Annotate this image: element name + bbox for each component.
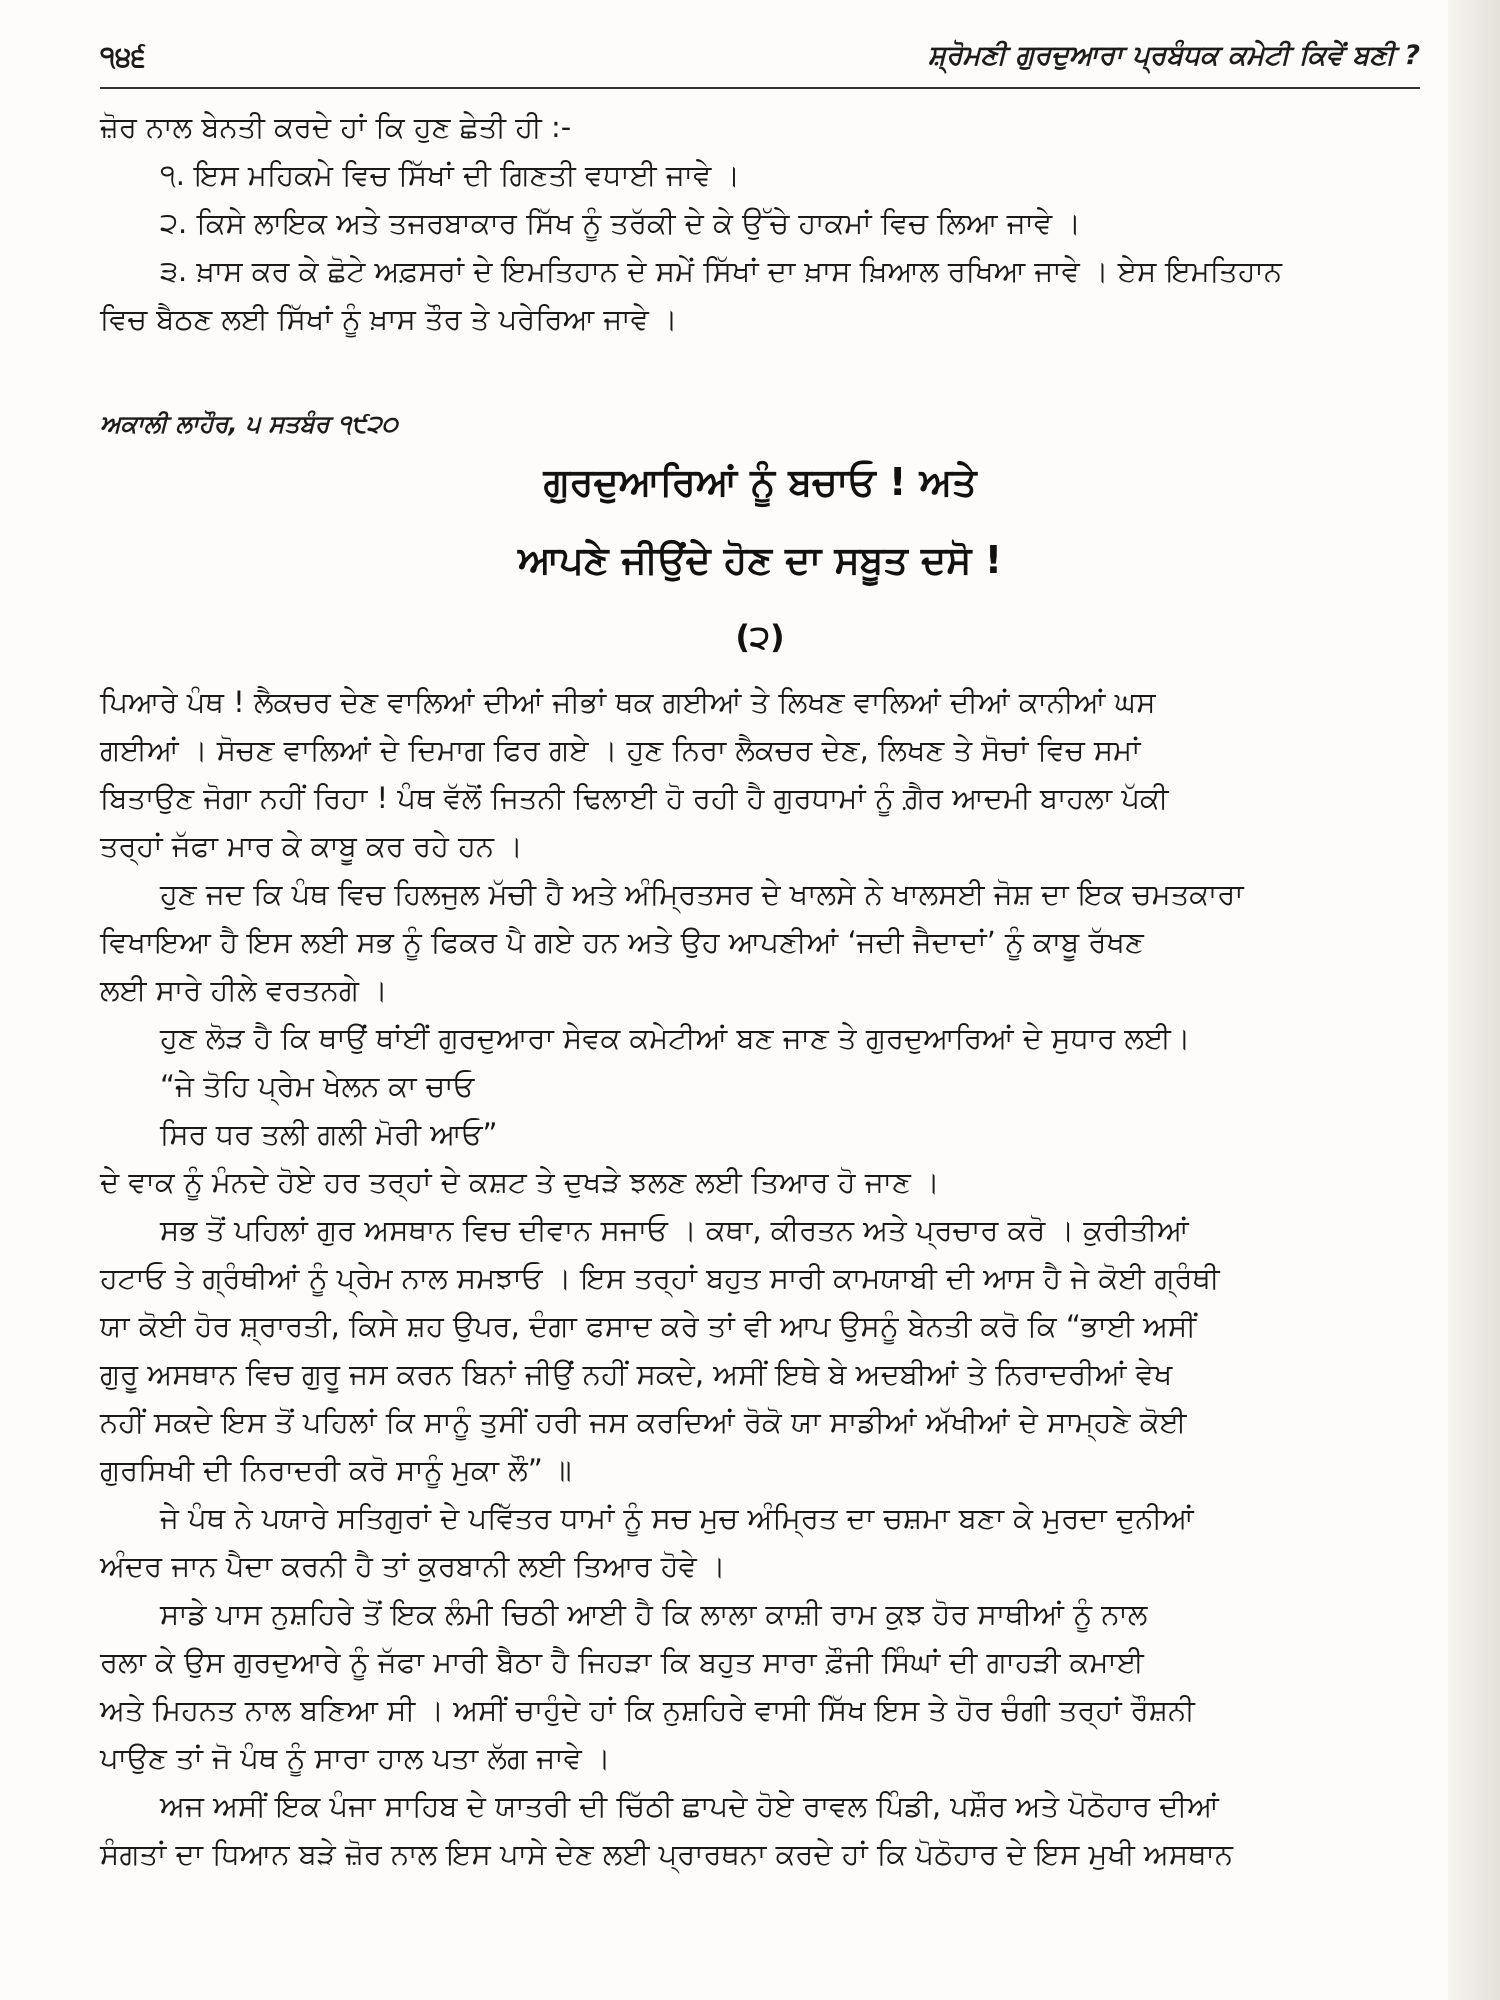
paragraph-line: ਹੁਣ ਲੋੜ ਹੈ ਕਿ ਥਾਉਂ ਥਾਂਈਂ ਗੁਰਦੁਆਰਾ ਸੇਵਕ ਕਮੇਟੀਆਂ ਬਣ ਜਾਣ ਤੇ ਗੁਰਦੁਆਰਿਆਂ ਦੇ ਸੁਧਾਰ ਲਈ।: [160, 1021, 1191, 1055]
paragraph-line: ਗੁਰਸਿਖੀ ਦੀ ਨਿਰਾਦਰੀ ਕਰੋ ਸਾਨੂੰ ਮੁਕਾ ਲੌ” ॥: [100, 1453, 572, 1487]
paragraph-7: [100, 1590, 1420, 1782]
paragraph-6: [100, 1494, 1420, 1590]
quote-block: [100, 1062, 1420, 1158]
paragraph-line: ਅੰਦਰ ਜਾਨ ਪੈਦਾ ਕਰਨੀ ਹੈ ਤਾਂ ਕੁਰਬਾਨੀ ਲਈ ਤਿਆਰ ਹੋਵੇ ।: [100, 1549, 726, 1583]
paragraph-line: ਸਭ ਤੋਂ ਪਹਿਲਾਂ ਗੁਰ ਅਸਥਾਨ ਵਿਚ ਦੀਵਾਨ ਸਜਾਓ । ਕਥਾ, ਕੀਰਤਨ ਅਤੇ ਪ੍ਰਚਾਰ ਕਰੋ । ਕੁਰੀਤੀਆਂ: [160, 1213, 1189, 1247]
paragraph-2: [100, 870, 1420, 1014]
running-title: ਸ਼੍ਰੋਮਣੀ ਗੁਰਦੁਆਰਾ ਪ੍ਰਬੰਧਕ ਕਮੇਟੀ ਕਿਵੇਂ ਬਣੀ ?: [927, 40, 1420, 71]
paragraph-line: ਰਲਾ ਕੇ ਉਸ ਗੁਰਦੁਆਰੇ ਨੂੰ ਜੱਫਾ ਮਾਰੀ ਬੈਠਾ ਹੈ ਜਿਹੜਾ ਕਿ ਬਹੁਤ ਸਾਰਾ ਫ਼ੌਜੀ ਸਿੰਘਾਂ ਦੀ ਗਾਹੜੀ ਕਮਾਈ: [100, 1645, 1144, 1679]
intro-line: ਜ਼ੋਰ ਨਾਲ ਬੇਨਤੀ ਕਰਦੇ ਹਾਂ ਕਿ ਹੁਣ ਛੇਤੀ ਹੀ :-: [100, 110, 572, 144]
paragraph-line: ਯਾ ਕੋਈ ਹੋਰ ਸ਼੍ਰਾਰਤੀ, ਕਿਸੇ ਸ਼ਹ ਉਪਰ, ਦੰਗਾ ਫਸਾਦ ਕਰੇ ਤਾਂ ਵੀ ਆਪ ਉਸਨੂੰ ਬੇਨਤੀ ਕਰੋ ਕਿ “ਭਾਈ ਅਸੀਂ: [100, 1309, 1197, 1343]
source-line: ਅਕਾਲੀ ਲਾਹੌਰ, ੫ ਸਤਬੰਰ ੧੯੨੦: [100, 410, 398, 438]
quote-line: “ਜੇ ਤੋਹਿ ਪ੍ਰੇਮ ਖੇਲਨ ਕਾ ਚਾਓ: [160, 1069, 475, 1103]
paragraph-line: ਸਾਡੇ ਪਾਸ ਨੁਸ਼ਹਿਰੇ ਤੋਂ ਇਕ ਲੰਮੀ ਚਿਠੀ ਆਈ ਹੈ ਕਿ ਲਾਲਾ ਕਾਸ਼ੀ ਰਾਮ ਕੁਝ ਹੋਰ ਸਾਥੀਆਂ ਨੂੰ ਨਾਲ: [160, 1597, 1148, 1631]
paragraph-line: ਤਰ੍ਹਾਂ ਜੱਫਾ ਮਾਰ ਕੇ ਕਾਬੂ ਕਰ ਰਹੇ ਹਨ ।: [100, 829, 523, 863]
paragraph-line: ਲਈ ਸਾਰੇ ਹੀਲੇ ਵਰਤਨਗੇ ।: [100, 973, 388, 1007]
paragraph-line: ਨਹੀਂ ਸਕਦੇ ਇਸ ਤੋਂ ਪਹਿਲਾਂ ਕਿ ਸਾਨੂੰ ਤੁਸੀਂ ਹਰੀ ਜਸ ਕਰਦਿਆਂ ਰੋਕੋ ਯਾ ਸਾਡੀਆਂ ਅੱਖੀਆਂ ਦੇ ਸਾਮ੍ਹਣੇ ਕੋਈ: [100, 1405, 1187, 1439]
paragraph-line: ਗੁਰੂ ਅਸਥਾਨ ਵਿਚ ਗੁਰੂ ਜਸ ਕਰਨ ਬਿਨਾਂ ਜੀਉਂ ਨਹੀਂ ਸਕਦੇ, ਅਸੀਂ ਇਥੇ ਬੇ ਅਦਬੀਆਂ ਤੇ ਨਿਰਾਦਰੀਆਂ ਵੇਖ: [100, 1357, 1173, 1391]
paragraph-5: [100, 1206, 1420, 1494]
paragraph-1: [100, 678, 1420, 870]
quote-line: ਸਿਰ ਧਰ ਤਲੀ ਗਲੀ ਮੋਰੀ ਆਓ”: [160, 1117, 498, 1151]
paragraph-line: ਬਿਤਾਉਣ ਜੋਗਾ ਨਹੀਂ ਰਿਹਾ ! ਪੰਥ ਵੱਲੋਂ ਜਿਤਨੀ ਢਿਲਾਈ ਹੋ ਰਹੀ ਹੈ ਗੁਰਧਾਮਾਂ ਨੂੰ ਗ਼ੈਰ ਆਦਮੀ ਬਾਹਲਾ ਪੱਕੀ: [100, 781, 1169, 815]
paragraph-line: ਪਾਉਣ ਤਾਂ ਜੋ ਪੰਥ ਨੂੰ ਸਾਰਾ ਹਾਲ ਪਤਾ ਲੱਗ ਜਾਵੇ ।: [100, 1741, 611, 1775]
paragraph-line: ਦੇ ਵਾਕ ਨੂੰ ਮੰਨਦੇ ਹੋਏ ਹਰ ਤਰ੍ਹਾਂ ਦੇ ਕਸ਼ਟ ਤੇ ਦੁਖੜੇ ਝਲਣ ਲਈ ਤਿਆਰ ਹੋ ਜਾਣ ।: [100, 1165, 940, 1199]
list-item-2: ੨. ਕਿਸੇ ਲਾਇਕ ਅਤੇ ਤਜਰਬਾਕਾਰ ਸਿੱਖ ਨੂੰ ਤਰੱਕੀ ਦੇ ਕੇ ਉੱਚੇ ਹਾਕਮਾਂ ਵਿਚ ਲਿਆ ਜਾਵੇ ।: [160, 206, 1081, 240]
article-title-line-2: ਆਪਣੇ ਜੀਉਂਦੇ ਹੋਣ ਦਾ ਸਬੂਤ ਦਸੋ !: [517, 538, 1003, 582]
paragraph-line: ਵਿਖਾਇਆ ਹੈ ਇਸ ਲਈ ਸਭ ਨੂੰ ਫਿਕਰ ਪੈ ਗਏ ਹਨ ਅਤੇ ਉਹ ਆਪਣੀਆਂ ‘ਜਦੀ ਜੈਦਾਦਾਂ’ ਨੂੰ ਕਾਬੂ ਰੱਖਣ: [100, 925, 1144, 959]
article-part-number: (੨): [735, 618, 785, 656]
paragraph-line: ਸੰਗਤਾਂ ਦਾ ਧਿਆਨ ਬੜੇ ਜ਼ੋਰ ਨਾਲ ਇਸ ਪਾਸੇ ਦੇਣ ਲਈ ਪ੍ਰਾਰਥਨਾ ਕਰਦੇ ਹਾਂ ਕਿ ਪੋਠੋਹਾਰ ਦੇ ਇਸ ਮੁਖੀ ਅਸਥਾਨ: [100, 1837, 1233, 1871]
paragraph-line: ਗਈਆਂ । ਸੋਚਣ ਵਾਲਿਆਂ ਦੇ ਦਿਮਾਗ ਫਿਰ ਗਏ । ਹੁਣ ਨਿਰਾ ਲੈਕਚਰ ਦੇਣ, ਲਿਖਣ ਤੇ ਸੋਚਾਂ ਵਿਚ ਸਮਾਂ: [100, 733, 1141, 767]
paragraph-line: ਪਿਆਰੇ ਪੰਥ ! ਲੈਕਚਰ ਦੇਣ ਵਾਲਿਆਂ ਦੀਆਂ ਜੀਭਾਂ ਥਕ ਗਈਆਂ ਤੇ ਲਿਖਣ ਵਾਲਿਆਂ ਦੀਆਂ ਕਾਨੀਆਂ ਘਸ: [100, 685, 1156, 719]
paragraph-line: ਅਤੇ ਮਿਹਨਤ ਨਾਲ ਬਣਿਆ ਸੀ । ਅਸੀਂ ਚਾਹੁੰਦੇ ਹਾਂ ਕਿ ਨੁਸ਼ਹਿਰੇ ਵਾਸੀ ਸਿੱਖ ਇਸ ਤੇ ਹੋਰ ਚੰਗੀ ਤਰ੍ਹਾਂ ਰੌਸ਼ਨੀ: [100, 1693, 1195, 1727]
page-edge-shadow: [1448, 0, 1500, 2000]
paragraph-8: [100, 1782, 1420, 1878]
header-rule: [100, 87, 1420, 89]
article-body: [100, 678, 1420, 1878]
page-header: [100, 30, 1420, 90]
list-item-3-continued: ਵਿਚ ਬੈਠਣ ਲਈ ਸਿੱਖਾਂ ਨੂੰ ਖ਼ਾਸ ਤੌਰ ਤੇ ਪਰੇਰਿਆ ਜਾਵੇ ।: [100, 302, 678, 336]
article-title-line-1: ਗੁਰਦੁਆਰਿਆਂ ਨੂੰ ਬਚਾਓ ! ਅਤੇ: [543, 460, 977, 504]
paragraph-line: ਹਟਾਓ ਤੇ ਗ੍ਰੰਥੀਆਂ ਨੂੰ ਪ੍ਰੇਮ ਨਾਲ ਸਮਝਾਓ । ਇਸ ਤਰ੍ਹਾਂ ਬਹੁਤ ਸਾਰੀ ਕਾਮਯਾਬੀ ਦੀ ਆਸ ਹੈ ਜੇ ਕੋਈ ਗ੍ਰੰਥੀ: [100, 1261, 1220, 1295]
intro-section: [100, 103, 1420, 343]
list-item-1: ੧. ਇਸ ਮਹਿਕਮੇ ਵਿਚ ਸਿੱਖਾਂ ਦੀ ਗਿਣਤੀ ਵਧਾਈ ਜਾਵੇ ।: [160, 158, 740, 192]
paragraph-line: ਅਜ ਅਸੀਂ ਇਕ ਪੰਜਾ ਸਾਹਿਬ ਦੇ ਯਾਤਰੀ ਦੀ ਚਿੱਠੀ ਛਾਪਦੇ ਹੋਏ ਰਾਵਲ ਪਿੰਡੀ, ਪਸ਼ੌਰ ਅਤੇ ਪੋਠੋਹਾਰ ਦੀਆਂ: [160, 1789, 1219, 1823]
paragraph-line: ਹੁਣ ਜਦ ਕਿ ਪੰਥ ਵਿਚ ਹਿਲਜੁਲ ਮੱਚੀ ਹੈ ਅਤੇ ਅੰਮ੍ਰਿਤਸਰ ਦੇ ਖਾਲਸੇ ਨੇ ਖਾਲਸਈ ਜੋਸ਼ ਦਾ ਇਕ ਚਮਤਕਾਰਾ: [160, 877, 1244, 911]
list-item-3: ੩. ਖ਼ਾਸ ਕਰ ਕੇ ਛੋਟੇ ਅਫ਼ਸਰਾਂ ਦੇ ਇਮਤਿਹਾਨ ਦੇ ਸਮੇਂ ਸਿੱਖਾਂ ਦਾ ਖ਼ਾਸ ਖ਼ਿਆਲ ਰਖਿਆ ਜਾਵੇ । ਏਸ ਇਮਤਿਹਾਨ: [160, 254, 1282, 288]
paragraph-3: [100, 1014, 1420, 1062]
page-number: ੧੪੬: [100, 40, 146, 73]
paragraph-line: ਜੇ ਪੰਥ ਨੇ ਪਯਾਰੇ ਸਤਿਗੁਰਾਂ ਦੇ ਪਵਿੱਤਰ ਧਾਮਾਂ ਨੂੰ ਸਚ ਮੁਚ ਅੰਮ੍ਰਿਤ ਦਾ ਚਸ਼ਮਾ ਬਣਾ ਕੇ ਮੁਰਦਾ ਦੁਨੀਆਂ: [160, 1501, 1194, 1535]
paragraph-4: [100, 1158, 1420, 1206]
